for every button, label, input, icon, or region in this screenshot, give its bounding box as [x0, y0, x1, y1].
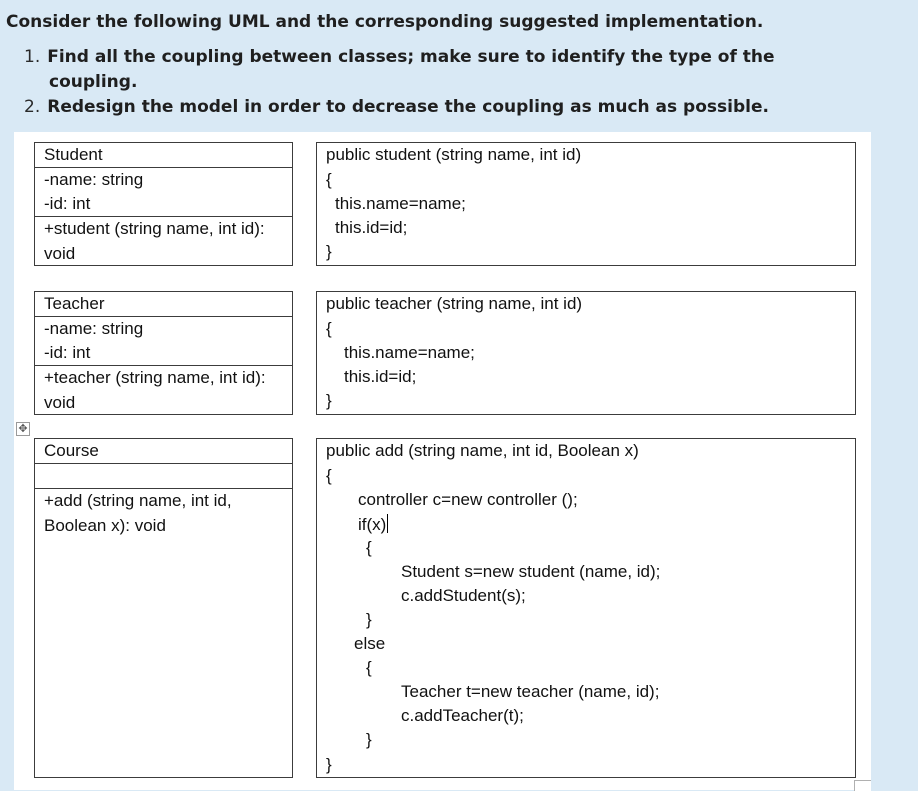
class-name: Course [44, 441, 99, 460]
code-line: { [326, 466, 332, 485]
class-operation: void [44, 393, 76, 412]
code-line: c.addStudent(s); [401, 586, 526, 605]
code-line: } [326, 391, 332, 410]
class-attribute: -id: int [44, 343, 91, 362]
code-box-student [316, 142, 856, 266]
code-line: Teacher t=new teacher (name, id); [401, 682, 660, 701]
code-line: } [326, 755, 332, 774]
move-handle-icon[interactable]: ✥ [16, 422, 30, 436]
code-line: { [366, 658, 372, 677]
code-line: this.id=id; [335, 218, 408, 237]
code-text: if(x) [358, 515, 387, 534]
class-attribute: -name: string [44, 170, 144, 189]
code-line: this.name=name; [335, 194, 466, 213]
code-line: { [366, 538, 372, 557]
code-box-course [316, 438, 856, 778]
code-line: else [354, 634, 386, 653]
document-page [14, 132, 871, 790]
code-line: { [326, 319, 332, 338]
uml-class-student [34, 142, 293, 266]
code-line: this.name=name; [344, 343, 475, 362]
code-line: } [366, 730, 372, 749]
class-name: Teacher [44, 294, 105, 313]
code-line: Student s=new student (name, id); [401, 562, 661, 581]
text-cursor [387, 514, 388, 533]
uml-class-course [34, 438, 293, 778]
code-line: c.addTeacher(t); [401, 706, 524, 725]
code-line: { [326, 170, 332, 189]
code-line: this.id=id; [344, 367, 417, 386]
uml-class-teacher [34, 291, 293, 415]
class-operation: Boolean x): void [44, 516, 166, 535]
item-number: 1. [24, 47, 41, 67]
class-name: Student [44, 145, 103, 164]
question-intro: Consider the following UML and the corresponding suggested implementation. [6, 12, 764, 32]
class-attribute: -id: int [44, 194, 91, 213]
class-operation: void [44, 244, 76, 263]
code-line: } [326, 242, 332, 261]
class-operation: +student (string name, int id): [44, 219, 265, 238]
item-text: Find all the coupling between classes; make sure to identify the type of the [47, 47, 775, 67]
code-line: } [366, 610, 372, 629]
item-text: Redesign the model in order to decrease the coupling as much as possible. [47, 97, 769, 117]
class-attribute: -name: string [44, 319, 144, 338]
item-number: 2. [24, 97, 41, 117]
question-item-1-continued: coupling. [49, 72, 138, 92]
code-line[interactable] [358, 514, 388, 535]
question-item-2 [24, 97, 769, 117]
code-line: public student (string name, int id) [326, 145, 582, 164]
question-item-1 [24, 47, 775, 67]
code-line: controller c=new controller (); [358, 490, 578, 509]
class-operation: +teacher (string name, int id): [44, 368, 266, 387]
class-operation: +add (string name, int id, [44, 491, 232, 510]
code-box-teacher [316, 291, 856, 415]
code-line: public add (string name, int id, Boolean x) [326, 441, 639, 460]
code-line: public teacher (string name, int id) [326, 294, 583, 313]
resize-corner[interactable] [854, 780, 871, 791]
